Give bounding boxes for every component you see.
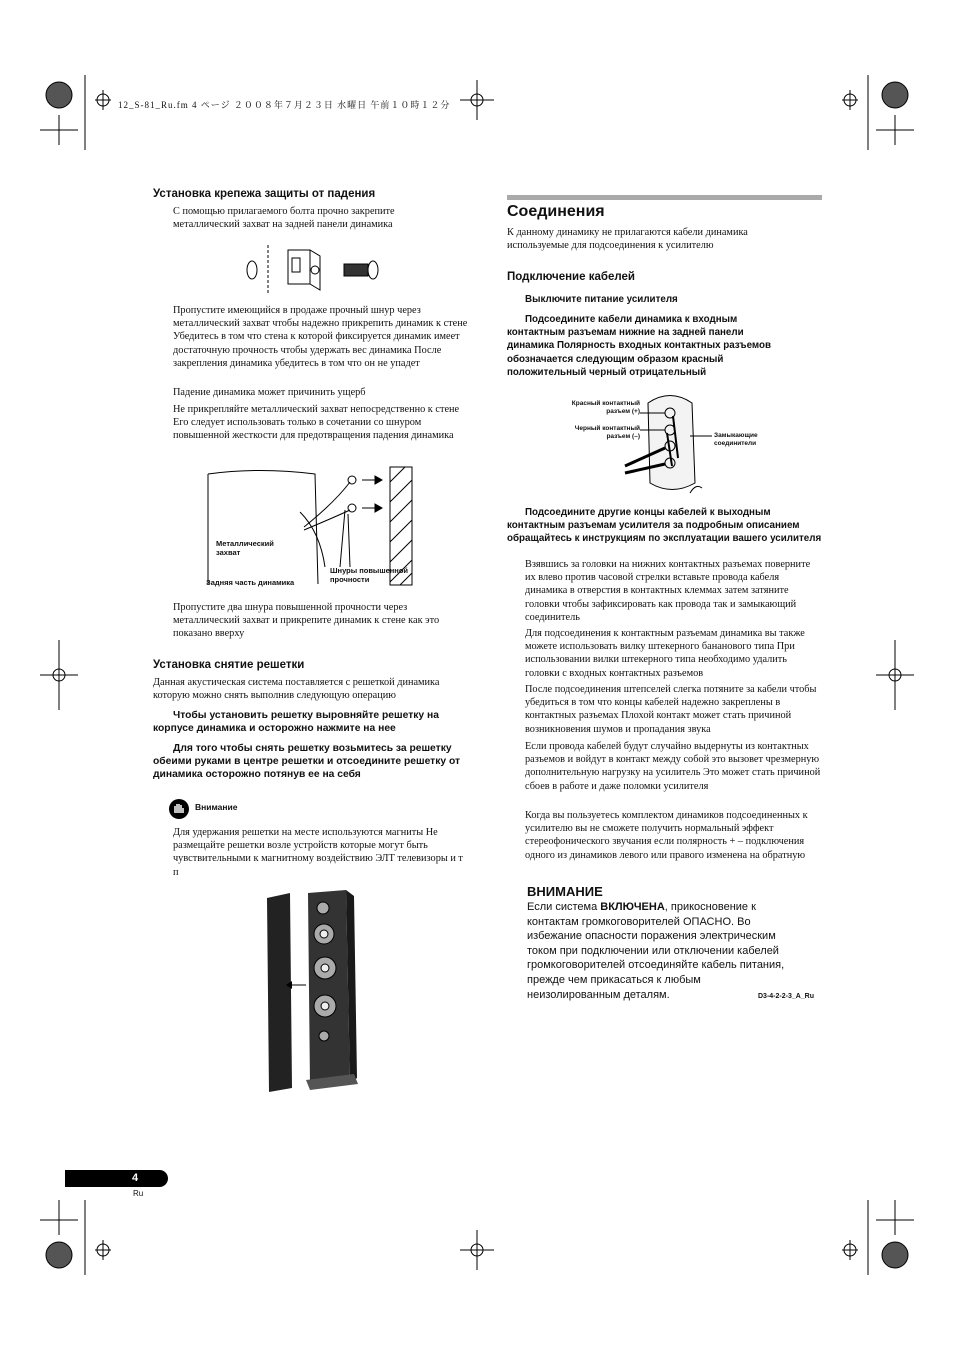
note: Если провода кабелей будут случайно выдернуты из контактных разъемов и войдут в контакт между собой это вызовет чрезмерную дополнительную нагрузку на усилитель Это может стать причиной сбоев в работе и даже поломки усилителя: [525, 741, 821, 792]
file-header: 12_S-81_Ru.fm 4 ページ ２００８年７月２３日 水曜日 午前１０時１２分: [118, 100, 451, 110]
label-black-terminal: Черный контактный разъем (–): [574, 425, 640, 440]
label-back-of-speaker: Задняя часть динамика: [206, 578, 295, 587]
warning-heading: ВНИМАНИЕ: [527, 884, 603, 899]
language-code: Ru: [133, 1189, 144, 1198]
step-3: Подсоедините другие концы кабелей к выходным контактным разъемам усилителя за подробным описанием обращайтесь к инструкциям по эксплуатации вашего усилителя: [507, 507, 822, 545]
note: Когда вы пользуетесь комплектом динамиков подсоединенных к усилителю вы не сможете получить нормальный эффект стереофонического звучания если полярность + – подключения одного из динамиков левого или правого изменена на обратную: [525, 810, 808, 861]
page-title: Соединения: [507, 203, 605, 220]
warning-line: Если система: [527, 901, 601, 913]
instruction-remove-grille: Для того чтобы снять решетку возьмитесь за решетку обеими руками в центре решетки и отсоедините решетку от динамика осторожно потянув ее на себя: [153, 743, 461, 781]
speaker-grille-illustration: [262, 888, 372, 1098]
warning-text: [527, 900, 827, 1002]
note: Взявшись за головки на нижних контактных разъемах поверните их влево против часовой стрелки вставьте провода кабеля динамика в отверстия в контактных клеммах затем затяните головки чтобы зафиксировать как провода так и замыкающий соединитель: [525, 559, 811, 623]
warning-code: D3-4-2-2-3_A_Ru: [758, 993, 815, 1000]
caution-text: Для удержания решетки на месте используются магниты Не размещайте решетки возле устройств которые могут быть чувствительными к магнитному воздействию ЭЛТ телевизоры и т п: [173, 827, 463, 878]
paragraph: Пропустите имеющийся в продаже прочный шнур через металлический захват чтобы надежно прикрепить динамик к стене Убедитесь в том что стена к которой фиксируется динамик имеет достаточную прочность чтобы удержать вес динамика После закрепления динамика убедитесь в том что он не упадет: [173, 305, 468, 369]
page-number: 4: [132, 1172, 139, 1184]
warning-line: , прикосновение к: [664, 901, 756, 913]
label-bracket: Металлический захват: [216, 539, 274, 557]
warning-line: громкоговорителей отсоединяйте кабель питания,: [527, 959, 785, 972]
section-title-fall-protection: Установка крепежа защиты от падения: [153, 188, 376, 200]
warning-line: током при подключении или отключении кабелей: [527, 944, 779, 957]
warning-line: прежде чем прикасаться к любым: [527, 973, 701, 986]
section-title-cables: Подключение кабелей: [507, 271, 635, 283]
paragraph: Данная акустическая система поставляется с решеткой динамика которую можно снять выполнив следующую операцию: [153, 677, 440, 702]
step-1: Выключите питание усилителя: [525, 294, 678, 305]
label-cords: Шнуры повышенной прочности: [330, 566, 409, 584]
instruction-attach-grille: Чтобы установить решетку выровняйте решетку на корпусе динамика и осторожно нажмите на нее: [153, 710, 439, 735]
section-divider: [507, 195, 822, 200]
step-2: Подсоедините кабели динамика к входным контактным разъемам нижние на задней панели динамика Полярность входных контактных разъемов обозначается следующим образом красный положительный черный отрицательный: [507, 314, 772, 378]
bracket-bolt-illustration: [240, 240, 400, 300]
intro: К данному динамику не прилагаются кабели динамика используемые для подсоединения к усилителю: [507, 227, 748, 252]
label-jumpers: Замыкающие соединители: [714, 432, 758, 447]
label-red-terminal: Красный контактный разъем (+): [571, 400, 640, 415]
warning-line: неизолированным деталям.: [527, 988, 670, 1001]
note: Для подсоединения к контактным разъемам динамика вы также можете использовать вилку штекерного бананового типа При использовании вилки штекерного типа необходимо удалить головки с входных контактных разъемов: [525, 628, 805, 679]
warning-line: контактам громкоговорителей ОПАСНО. Во: [527, 915, 751, 928]
note: После подсоединения штепселей слегка потяните за кабели чтобы убедиться в том что концы кабелей надежно закреплены в контактных разъемах Плохой контакт может стать причиной возникновения шумов и пропадания звука: [525, 684, 817, 735]
section-title-grille: Установка снятие решетки: [153, 659, 305, 671]
paragraph: Падение динамика может причинить ущерб: [173, 387, 366, 398]
warning-emphasis: ВКЛЮЧЕНА: [600, 901, 665, 913]
warning-line: избежание опасности поражения электрическим: [527, 930, 776, 943]
caution-hand-icon: [168, 798, 190, 820]
caution-label: Внимание: [195, 802, 238, 812]
paragraph: Пропустите два шнура повышенной прочности через металлический захват и прикрепите динамик к стене как это показано вверху: [173, 602, 440, 640]
page-number-tab: [65, 1170, 168, 1187]
paragraph: Не прикрепляйте металлический захват непосредственно к стене Его следует использовать только в сочетании со шнуром повышенной жесткости для предотвращения падения динамика: [173, 404, 460, 442]
paragraph: С помощью прилагаемого болта прочно закрепите металлический захват на задней панели динамика: [173, 206, 395, 231]
